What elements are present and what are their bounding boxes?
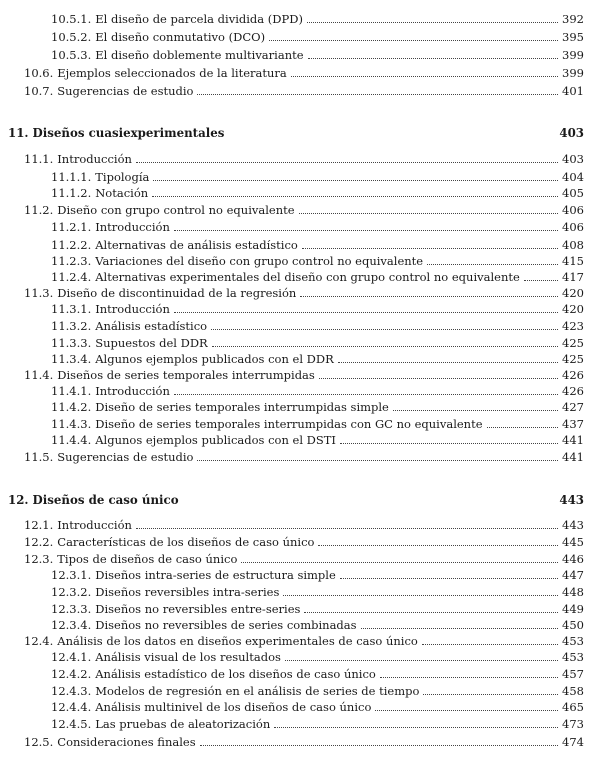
toc-page-number: 457 [562,667,584,681]
toc-entry-title: Diseño de series temporales interrumpidas simple [95,400,389,414]
toc-entry-number: 11.2. [24,203,54,217]
toc-page-number: 399 [562,48,584,62]
dot-leader [152,196,558,197]
toc-page-number: 403 [559,126,584,140]
toc-entry [51,396,584,414]
toc-entry-number: 11.3.3. [51,336,92,350]
toc-entry-title: Diseños de series temporales interrumpidas [57,368,315,382]
toc-entry-number: 11.2.4. [51,270,92,284]
dot-leader [197,460,558,461]
toc-entry [24,80,584,98]
toc-entry-number: 11.5. [24,450,54,464]
toc-entry-number: 11.3. [24,286,54,300]
toc-page-number: 403 [562,152,584,166]
toc-page-number: 420 [562,302,584,316]
toc-entry-title: Análisis estadístico [95,319,208,333]
toc-entry-title: Análisis estadístico de los diseños de caso único [95,667,376,681]
toc-entry [51,564,584,582]
toc-entry-title: Consideraciones finales [57,735,196,749]
toc-entry-title: Tipología [95,170,150,184]
toc-chapter-heading [8,489,584,507]
toc-entry-title: Diseños reversibles intra-series [95,585,280,599]
toc-entry-number: 12.5. [24,735,54,749]
toc-page-number: 406 [562,220,584,234]
toc-entry-title: Alternativas experimentales del diseño con grupo control no equivalente [95,270,520,284]
toc-entry-number: 12.1. [24,518,54,532]
toc-page-number: 450 [562,618,584,632]
toc-page-number: 425 [562,336,584,350]
toc-entry-title: Ejemplos seleccionados de la literatura [57,66,287,80]
toc-entry-number: 11.3.1. [51,302,92,316]
toc-entry-number: 12.4.3. [51,684,92,698]
dot-leader [375,710,558,711]
toc-entry-title: Introducción [95,220,170,234]
toc-page-number: 474 [562,735,584,749]
toc-entry-number: 11.3.2. [51,319,92,333]
toc-entry-number: 12.3. [24,552,54,566]
dot-leader [211,329,558,330]
dot-leader [340,578,558,579]
dot-leader [422,644,558,645]
toc-page-number: 404 [562,170,584,184]
dot-leader [300,296,558,297]
dot-leader [241,562,558,563]
dot-leader [200,745,558,746]
dot-leader [338,362,558,363]
dot-leader [283,595,558,596]
toc-entry-number: 11.1.2. [51,186,92,200]
toc-entry-number: 12.3.3. [51,602,92,616]
toc-entry-number: 12.2. [24,535,54,549]
toc-page-number: 446 [562,552,584,566]
dot-leader [308,58,558,59]
toc-page-number: 437 [562,417,584,431]
toc-entry [51,429,584,447]
toc-entry-title: Análisis visual de los resultados [95,650,281,664]
toc-entry-title: Variaciones del diseño con grupo control no equivalente [95,254,424,268]
dot-leader [340,443,558,444]
toc-page-number: 445 [562,535,584,549]
dot-leader [174,394,558,395]
toc-entry [51,315,584,333]
toc-entry-number: 11.3.4. [51,352,92,366]
toc-page-number: 453 [562,650,584,664]
toc-entry [24,62,584,80]
toc-entry [51,663,584,681]
toc-entry [24,199,584,217]
toc-entry-number: 11.2.1. [51,220,92,234]
toc-entry-title: Diseño con grupo control no equivalente [57,203,295,217]
toc-entry-title: El diseño doblemente multivariante [95,48,304,62]
toc-page-number: 426 [562,368,584,382]
toc-entry-title: Alternativas de análisis estadístico [95,238,298,252]
toc-entry [24,531,584,549]
toc-page-number: 401 [562,84,584,98]
toc-entry [24,148,584,166]
dot-leader [153,180,558,181]
toc-entry [51,646,584,664]
toc-entry-number: 11.4.1. [51,384,92,398]
toc-entry-title: Sugerencias de estudio [57,450,194,464]
toc-entry-title: Diseños intra-series de estructura simple [95,568,336,582]
toc-entry-title: Introducción [95,302,170,316]
toc-entry-title: Algunos ejemplos publicados con el DSTI [95,433,336,447]
toc-entry-number: 11. [8,126,29,140]
toc-entry-number: 12.4.2. [51,667,92,681]
toc-page-number: 420 [562,286,584,300]
toc-page-number: 423 [562,319,584,333]
toc-entry [24,731,584,749]
toc-entry-number: 10.5.1. [51,12,92,26]
toc-entry-number: 11.2.2. [51,238,92,252]
dot-leader [285,660,558,661]
dot-leader [269,40,558,41]
toc-entry-title: Tipos de diseños de caso único [57,552,238,566]
toc-entry [24,514,584,532]
dot-leader [136,528,558,529]
toc-entry-title: Introducción [57,152,132,166]
toc-page-number: 399 [562,66,584,80]
toc-entry-number: 12.4.1. [51,650,92,664]
toc-entry-number: 10.7. [24,84,54,98]
toc-entry-number: 11.1.1. [51,170,92,184]
toc-entry-number: 11.4.4. [51,433,92,447]
toc-entry-title: Supuestos del DDR [95,336,208,350]
toc-entry [24,446,584,464]
toc-entry-title: Diseños cuasiexperimentales [32,126,225,140]
toc-entry-title: Las pruebas de aleatorización [95,717,271,731]
toc-entry-title: El diseño conmutativo (DCO) [95,30,266,44]
toc-entry [51,216,584,234]
dot-leader [174,230,558,231]
toc-entry-number: 12.3.2. [51,585,92,599]
dot-leader [393,410,558,411]
toc-page-number: 443 [562,518,584,532]
toc-entry-title: Diseño de discontinuidad de la regresión [57,286,297,300]
toc-entry [51,8,584,26]
toc-entry-title: El diseño de parcela dividida (DPD) [95,12,303,26]
dot-leader [319,378,558,379]
toc-page-number: 453 [562,634,584,648]
dot-leader [380,677,558,678]
toc-entry [51,581,584,599]
toc-page-number: 448 [562,585,584,599]
toc-entry-number: 12.4.4. [51,700,92,714]
dot-leader [423,694,558,695]
toc-page-number: 449 [562,602,584,616]
toc-page-number: 427 [562,400,584,414]
toc-entry-title: Introducción [95,384,170,398]
dot-leader [136,162,558,163]
toc-page-number: 441 [562,450,584,464]
toc-chapter-heading [8,122,584,140]
toc-entry-number: 10.5.2. [51,30,92,44]
toc-entry-number: 12.4. [24,634,54,648]
toc-entry-number: 12.4.5. [51,717,92,731]
toc-entry-number: 11.4. [24,368,54,382]
toc-entry-number: 10.5.3. [51,48,92,62]
toc-page-number: 395 [562,30,584,44]
dot-leader [487,427,558,428]
toc-entry-title: Diseños no reversibles entre-series [95,602,301,616]
toc-entry [51,713,584,731]
toc-entry-number: 12.3.1. [51,568,92,582]
dot-leader [361,628,558,629]
toc-entry-number: 11.2.3. [51,254,92,268]
dot-leader [291,76,558,77]
toc-entry-number: 11.1. [24,152,54,166]
toc-entry-number: 12. [8,493,29,507]
dot-leader [304,612,558,613]
dot-leader [318,545,558,546]
toc-page-number: 406 [562,203,584,217]
toc-entry-title: Diseño de series temporales interrumpidas con GC no equivalente [95,417,483,431]
dot-leader [302,248,558,249]
toc-page-number: 443 [559,493,584,507]
toc-entry [51,298,584,316]
toc-entry [51,182,584,200]
toc-page-number: 392 [562,12,584,26]
toc-entry-title: Modelos de regresión en el análisis de series de tiempo [95,684,420,698]
dot-leader [427,264,558,265]
toc-page-number: 426 [562,384,584,398]
toc-entry-number: 10.6. [24,66,54,80]
toc-page-number: 447 [562,568,584,582]
toc-entry [51,696,584,714]
toc-page-number: 417 [562,270,584,284]
toc-entry-title: Introducción [57,518,132,532]
dot-leader [274,727,558,728]
toc-page-number: 425 [562,352,584,366]
toc-entry-number: 11.4.3. [51,417,92,431]
dot-leader [174,312,558,313]
toc-entry-title: Sugerencias de estudio [57,84,194,98]
toc-entry-number: 11.4.2. [51,400,92,414]
toc-page-number: 405 [562,186,584,200]
toc-entry-title: Características de los diseños de caso único [57,535,315,549]
dot-leader [524,280,558,281]
toc-page-number: 441 [562,433,584,447]
toc-entry-title: Análisis multinivel de los diseños de caso único [95,700,372,714]
toc-entry-title: Notación [95,186,149,200]
toc-entry-title: Algunos ejemplos publicados con el DDR [95,352,334,366]
toc-entry [51,44,584,62]
toc-entry-title: Análisis de los datos en diseños experimentales de caso único [57,634,418,648]
dot-leader [299,213,558,214]
toc-page-number: 458 [562,684,584,698]
toc-page-number: 473 [562,717,584,731]
toc-page-number: 465 [562,700,584,714]
dot-leader [212,346,558,347]
toc-entry-title: Diseños de caso único [32,493,179,507]
toc-entry [51,26,584,44]
dot-leader [307,22,558,23]
toc-page-number: 408 [562,238,584,252]
toc-entry-title: Diseños no reversibles de series combinadas [95,618,357,632]
toc-page-number: 415 [562,254,584,268]
dot-leader [197,94,558,95]
toc-entry-number: 12.3.4. [51,618,92,632]
